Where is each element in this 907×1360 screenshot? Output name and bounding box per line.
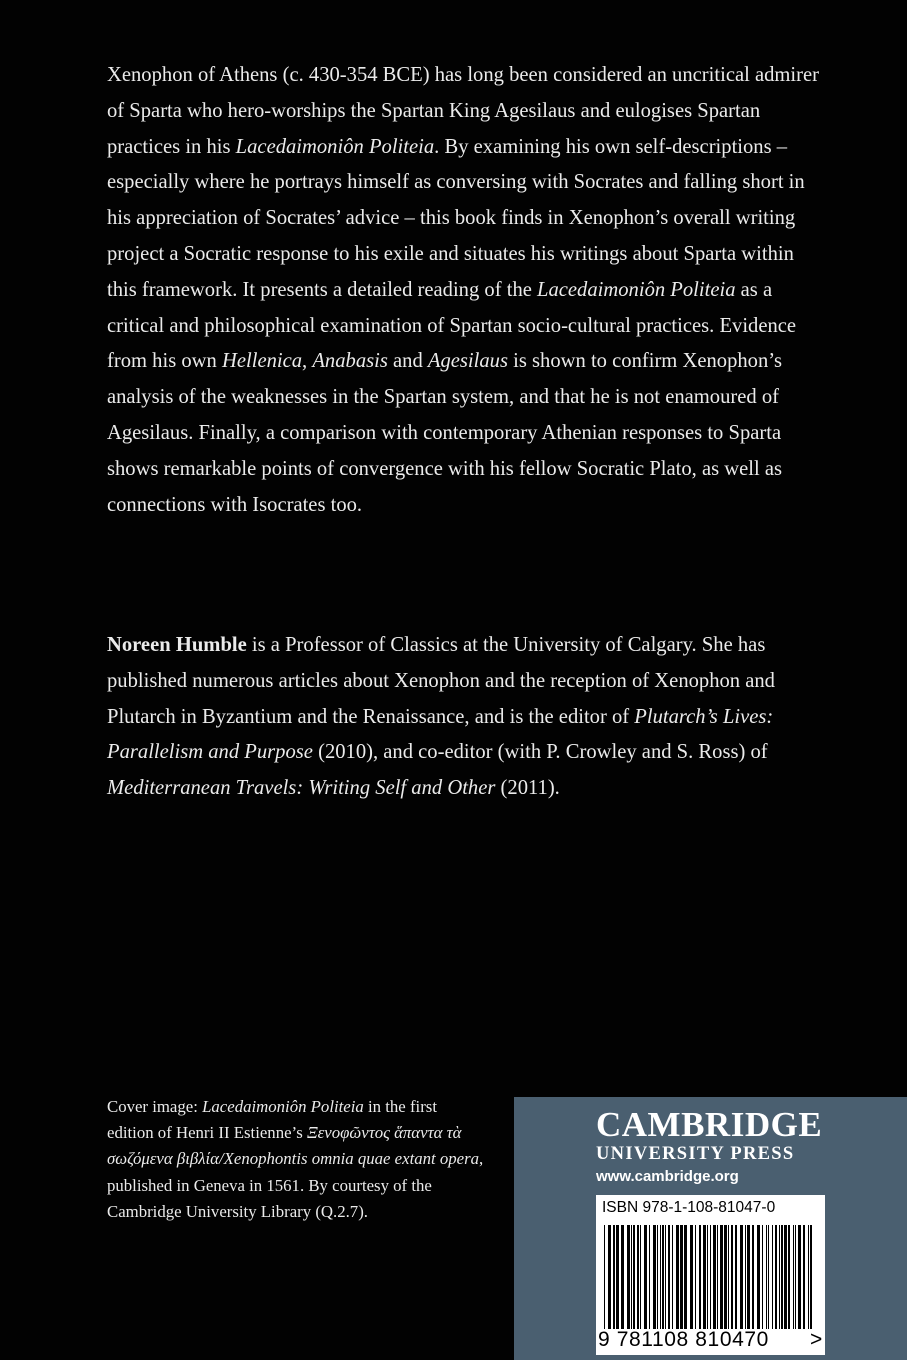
barcode-bar bbox=[703, 1225, 706, 1329]
bio-text: is a Professor of Classics at the University of Calgary. She has published numerous articles about Xenophon and the reception of Xenophon and Plutarch in Byzantium and the Renaissance, and is the editor of bbox=[107, 634, 775, 728]
barcode-bar bbox=[616, 1225, 619, 1329]
barcode-bar bbox=[699, 1225, 701, 1329]
barcode-bar bbox=[631, 1225, 632, 1329]
barcode-bar bbox=[781, 1225, 783, 1329]
barcode-bar bbox=[665, 1225, 666, 1329]
barcode-bar bbox=[662, 1225, 664, 1329]
barcode-bar bbox=[728, 1225, 729, 1329]
title-lacedaimonion-politeia: Lacedaimoniôn Politeia bbox=[235, 135, 435, 158]
barcode-bar bbox=[720, 1225, 723, 1329]
barcode-bar bbox=[803, 1225, 805, 1329]
barcode-bar bbox=[604, 1225, 605, 1329]
book-title-plutarchs-lives: Plutarch’s Lives: Parallelism and Purpose bbox=[107, 705, 774, 764]
barcode-bar bbox=[717, 1225, 718, 1329]
description-text: Xenophon of Athens (c. 430-354 BCE) has long been considered an uncritical admirer of Sparta who hero-worships the Spartan King Agesilaus and eulogises Spartan practices in his bbox=[107, 64, 820, 158]
barcode-bar bbox=[795, 1225, 796, 1329]
barcode-bars bbox=[604, 1225, 816, 1329]
barcode-bar bbox=[613, 1225, 615, 1329]
bio-text: (2010), and co-editor (with P. Crowley and S. Ross) of bbox=[312, 741, 768, 764]
barcode-bar bbox=[724, 1225, 727, 1329]
barcode-bar bbox=[640, 1225, 641, 1329]
description-text: . By examining his own self-descriptions – especially where he portrays himself as conversing with Socrates and falling short in his appreciation of Socrates’ advice – this book finds in Xenophon’s overall writing project a Socratic response to his exile and situates his writings about Sparta within this framework. It presents a detailed reading of the bbox=[107, 135, 805, 301]
barcode-bar bbox=[731, 1225, 733, 1329]
barcode-bar bbox=[747, 1225, 750, 1329]
book-title-mediterranean-travels: Mediterranean Travels: Writing Self and Other bbox=[107, 777, 496, 800]
title-lacedaimonion-politeia: Lacedaimoniôn Politeia bbox=[537, 278, 736, 301]
barcode-bar bbox=[788, 1225, 790, 1329]
barcode-bar bbox=[672, 1225, 673, 1329]
barcode-bar bbox=[637, 1225, 639, 1329]
title-anabasis: Anabasis bbox=[312, 350, 388, 373]
book-description: Xenophon of Athens (c. 430-354 BCE) has long been considered an uncritical admirer of Sparta who hero-worships the Spartan King Agesilaus and eulogises Spartan practices in his Lacedaimoniôn Politeia. By examining his own self-descriptions – especially where he portrays himself as conversing with Socrates and falling short in his appreciation of Socrates’ advice – this book finds in Xenophon’s overall writing project a Socratic response to his exile and situates his writings about Sparta within this framework. It presents a detailed reading of the Lacedaimoniôn Politeia as a critical and philosophical examination of Spartan socio-cultural practices. Evidence from his own Hellenica, Anabasis and Agesilaus is shown to confirm Xenophon’s analysis of the weaknesses in the Spartan system, and that he is not enamoured of Agesilaus. Finally, a comparison with contemporary Athenian responses to Sparta shows remarkable points of convergence with his fellow Socratic Plato, as well as connections with Isocrates too. bbox=[107, 64, 820, 516]
barcode-bar bbox=[740, 1225, 743, 1329]
publisher-name: CAMBRIDGE bbox=[596, 1105, 823, 1144]
barcode-bar bbox=[808, 1225, 809, 1329]
barcode-bar bbox=[690, 1225, 693, 1329]
barcode-bar bbox=[608, 1225, 611, 1329]
cover-image-credit: Cover image: Lacedaimoniôn Politeia in the first edition of Henri II Estienne’s Ξενοφῶντος ἅπαντα τὰ σωζόμενα βιβλία/Xenophontis omnia quae extant opera, published in Geneva in 1561. By courtesy of the Cambridge University Library (Q.2.7). bbox=[107, 1097, 484, 1221]
description-text: as a critical and philosophical examination of Spartan socio-cultural practices. Evidence from his own bbox=[107, 278, 797, 373]
barcode-bar bbox=[657, 1225, 658, 1329]
credit-edition-title: Ξενοφῶντος ἅπαντα τὰ σωζόμενα βιβλία/Xenophontis omnia quae extant opera bbox=[107, 1123, 480, 1169]
barcode-bar bbox=[768, 1225, 769, 1329]
barcode-bar bbox=[779, 1225, 780, 1329]
barcode-bar bbox=[633, 1225, 635, 1329]
barcode-bar bbox=[735, 1225, 737, 1329]
title-hellenica: Hellenica bbox=[221, 350, 303, 373]
barcode-bar bbox=[745, 1225, 746, 1329]
credit-title: Lacedaimoniôn Politeia bbox=[202, 1097, 364, 1116]
barcode-bar bbox=[680, 1225, 683, 1329]
publisher-website: www.cambridge.org bbox=[596, 1168, 739, 1185]
barcode-bar bbox=[684, 1225, 687, 1329]
barcode-bar bbox=[752, 1225, 754, 1329]
author-name: Noreen Humble bbox=[107, 634, 247, 656]
barcode-bar bbox=[798, 1225, 801, 1329]
barcode-bar bbox=[660, 1225, 661, 1329]
barcode-bar bbox=[793, 1225, 794, 1329]
barcode-bar bbox=[762, 1225, 763, 1329]
barcode-digits: 9 781108 810470 bbox=[598, 1328, 769, 1351]
barcode-bar bbox=[757, 1225, 760, 1329]
isbn-label: ISBN 978-1-108-81047-0 bbox=[602, 1199, 776, 1216]
description-text: is shown to confirm Xenophon’s analysis of the weaknesses in the Spartan system, and that he is not enamoured of Agesilaus. Finally, a comparison with contemporary Athenian responses to Sparta shows remarkable points of convergence with his fellow Socratic Plato, as well as connections with Isocrates too. bbox=[107, 350, 783, 516]
barcode-bar bbox=[676, 1225, 679, 1329]
barcode-bar bbox=[766, 1225, 767, 1329]
author-bio bbox=[107, 628, 827, 807]
barcode-bar bbox=[621, 1225, 624, 1329]
barcode-bar bbox=[653, 1225, 656, 1329]
barcode-bar bbox=[772, 1225, 773, 1329]
barcode-bar bbox=[775, 1225, 777, 1329]
barcode-bar bbox=[707, 1225, 708, 1329]
barcode-bar bbox=[810, 1225, 812, 1329]
publisher-panel bbox=[514, 1097, 907, 1360]
title-agesilaus: Agesilaus bbox=[427, 350, 508, 373]
barcode-bar bbox=[695, 1225, 696, 1329]
publisher-subtitle: UNIVERSITY PRESS bbox=[596, 1144, 795, 1164]
barcode-bar bbox=[644, 1225, 647, 1329]
barcode bbox=[596, 1195, 825, 1355]
barcode-arrow: > bbox=[810, 1328, 823, 1351]
barcode-bar bbox=[710, 1225, 711, 1329]
barcode-bar bbox=[627, 1225, 630, 1329]
barcode-bar bbox=[649, 1225, 650, 1329]
barcode-bar bbox=[713, 1225, 716, 1329]
barcode-bar bbox=[784, 1225, 787, 1329]
barcode-bar bbox=[668, 1225, 670, 1329]
bio-text: (2011). bbox=[495, 777, 560, 800]
